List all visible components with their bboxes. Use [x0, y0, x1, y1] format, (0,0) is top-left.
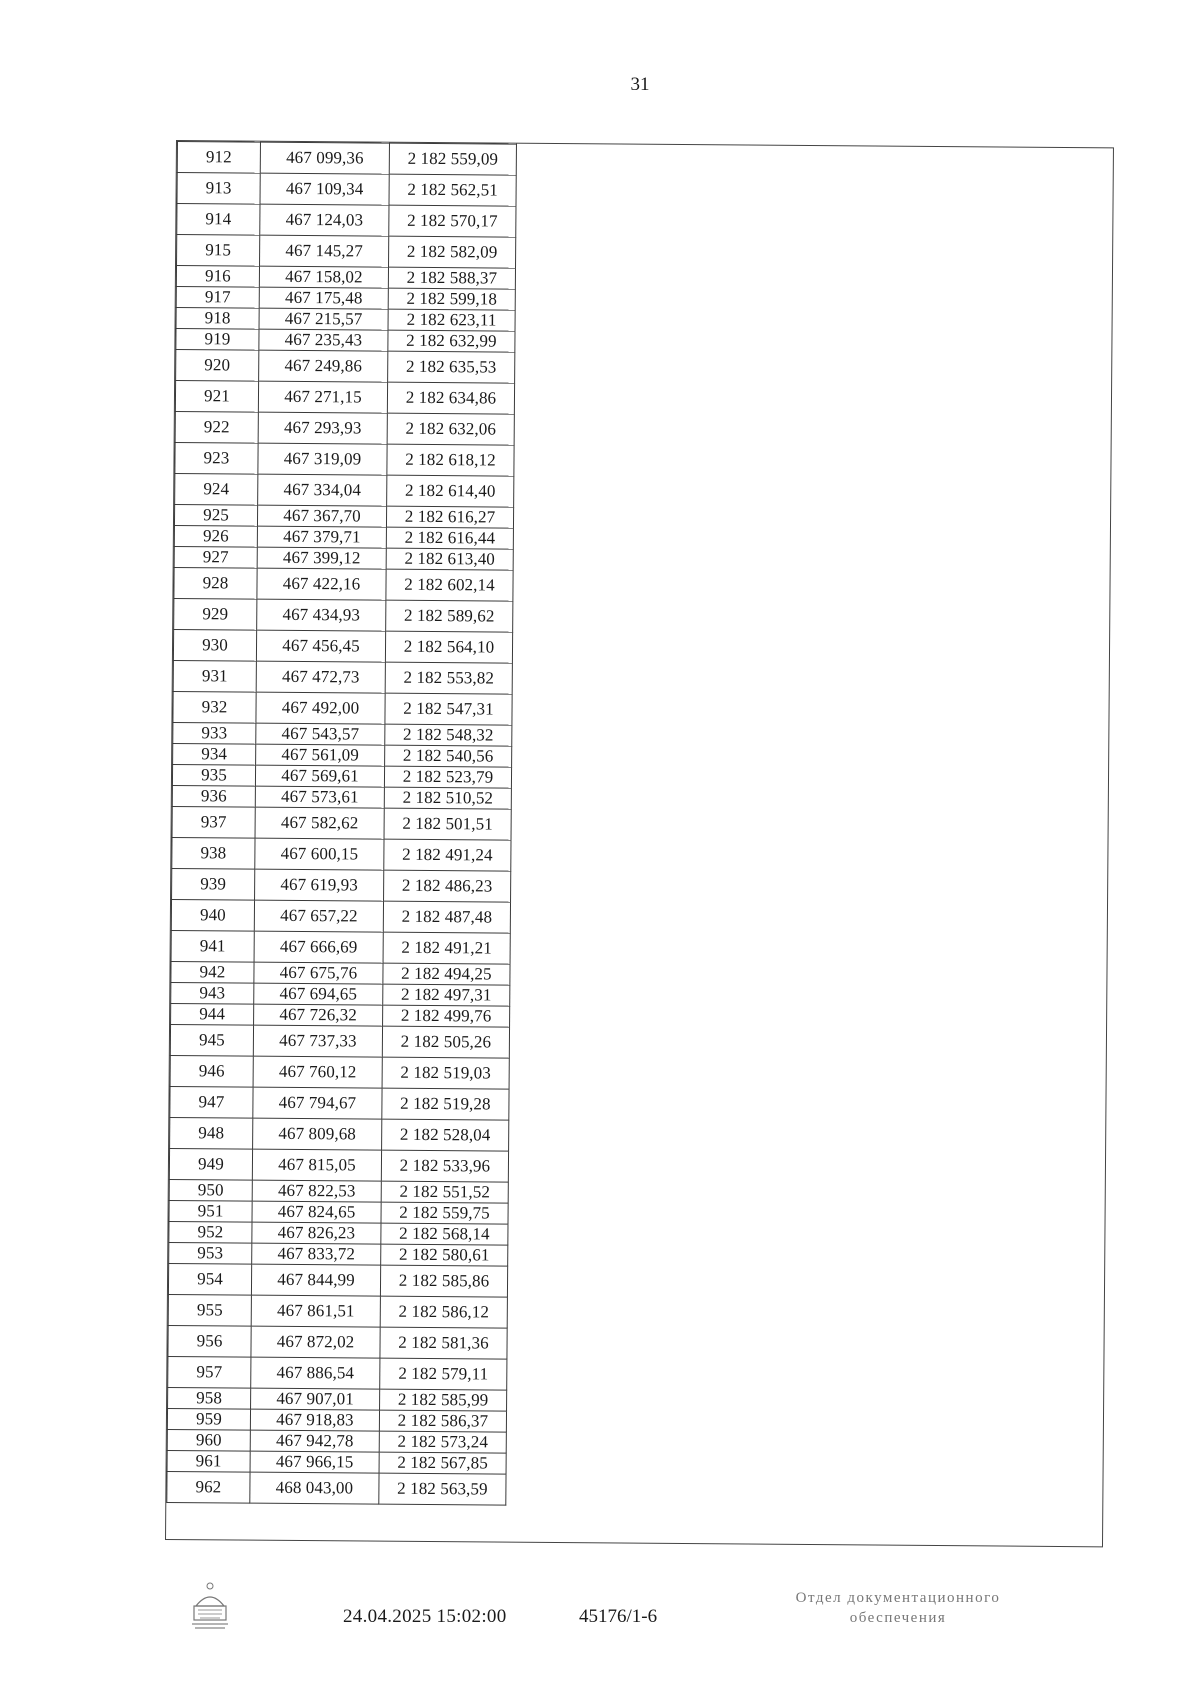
x-coordinate-cell: 468 043,00 — [250, 1472, 379, 1504]
y-coordinate-cell: 2 182 510,52 — [384, 787, 511, 809]
table-row — [175, 474, 514, 508]
point-number-cell: 940 — [171, 899, 254, 931]
y-coordinate-cell: 2 182 568,14 — [381, 1223, 508, 1245]
y-coordinate-cell: 2 182 567,85 — [379, 1452, 506, 1474]
x-coordinate-cell: 467 666,69 — [254, 931, 383, 963]
point-number-cell: 918 — [176, 308, 259, 330]
table-row — [172, 785, 511, 809]
table-row — [167, 1408, 506, 1432]
point-number-cell: 941 — [171, 930, 254, 962]
table-row — [168, 1356, 507, 1390]
point-number-cell: 948 — [170, 1117, 253, 1149]
x-coordinate-cell: 467 918,83 — [250, 1409, 379, 1431]
y-coordinate-cell: 2 182 486,23 — [384, 870, 511, 902]
x-coordinate-cell: 467 826,23 — [252, 1222, 381, 1244]
y-coordinate-cell: 2 182 613,40 — [386, 548, 513, 570]
x-coordinate-cell: 467 249,86 — [259, 350, 388, 382]
x-coordinate-cell: 467 492,00 — [256, 692, 385, 724]
department-stamp — [748, 1588, 1048, 1628]
point-number-cell: 915 — [177, 235, 260, 267]
point-number-cell: 934 — [173, 743, 256, 765]
y-coordinate-cell: 2 182 632,99 — [388, 330, 515, 352]
footer-timestamp: 24.04.2025 15:02:00 — [343, 1606, 507, 1627]
table-row — [177, 235, 516, 269]
table-row — [171, 1003, 510, 1027]
point-number-cell: 925 — [174, 505, 257, 527]
table-row — [174, 546, 513, 570]
table-row — [169, 1200, 508, 1224]
point-number-cell: 926 — [174, 525, 257, 547]
point-number-cell: 912 — [177, 142, 260, 174]
table-row — [176, 329, 515, 353]
x-coordinate-cell: 467 379,71 — [257, 526, 386, 548]
y-coordinate-cell: 2 182 548,32 — [385, 724, 512, 746]
y-coordinate-cell: 2 182 599,18 — [388, 288, 515, 310]
x-coordinate-cell: 467 109,34 — [260, 173, 389, 205]
table-row — [169, 1242, 508, 1266]
y-coordinate-cell: 2 182 540,56 — [385, 745, 512, 767]
x-coordinate-cell: 467 600,15 — [255, 838, 384, 870]
x-coordinate-cell: 467 942,78 — [250, 1430, 379, 1452]
y-coordinate-cell: 2 182 580,61 — [381, 1244, 508, 1266]
y-coordinate-cell: 2 182 551,52 — [381, 1181, 508, 1203]
stamp-line-1: Отдел документационного — [795, 1590, 1001, 1606]
point-number-cell: 952 — [169, 1221, 252, 1243]
y-coordinate-cell: 2 182 573,24 — [379, 1431, 506, 1453]
y-coordinate-cell: 2 182 614,40 — [387, 475, 514, 507]
table-row — [177, 173, 516, 207]
table-row — [176, 266, 515, 290]
x-coordinate-cell: 467 833,72 — [252, 1243, 381, 1265]
x-coordinate-cell: 467 573,61 — [255, 786, 384, 808]
y-coordinate-cell: 2 182 523,79 — [384, 766, 511, 788]
point-number-cell: 953 — [169, 1242, 252, 1264]
point-number-cell: 937 — [172, 806, 255, 838]
x-coordinate-cell: 467 794,67 — [253, 1087, 382, 1119]
x-coordinate-cell: 467 319,09 — [258, 443, 387, 475]
y-coordinate-cell: 2 182 491,24 — [384, 839, 511, 871]
point-number-cell: 917 — [176, 287, 259, 309]
table-row — [168, 1294, 507, 1328]
point-number-cell: 933 — [173, 722, 256, 744]
point-number-cell: 922 — [175, 412, 258, 444]
y-coordinate-cell: 2 182 497,31 — [383, 984, 510, 1006]
table-row — [169, 1221, 508, 1245]
point-number-cell: 956 — [168, 1325, 251, 1357]
x-coordinate-cell: 467 822,53 — [252, 1180, 381, 1202]
y-coordinate-cell: 2 182 563,59 — [379, 1473, 506, 1505]
x-coordinate-cell: 467 737,33 — [253, 1025, 382, 1057]
y-coordinate-cell: 2 182 494,25 — [383, 963, 510, 985]
x-coordinate-cell: 467 399,12 — [257, 547, 386, 569]
point-number-cell: 943 — [171, 982, 254, 1004]
x-coordinate-cell: 467 293,93 — [258, 412, 387, 444]
point-number-cell: 961 — [167, 1450, 250, 1472]
y-coordinate-cell: 2 182 501,51 — [384, 808, 511, 840]
point-number-cell: 929 — [174, 598, 257, 630]
y-coordinate-cell: 2 182 499,76 — [383, 1005, 510, 1027]
coordinates-table — [166, 141, 517, 1506]
point-number-cell: 920 — [176, 350, 259, 382]
x-coordinate-cell: 467 824,65 — [252, 1201, 381, 1223]
x-coordinate-cell: 467 726,32 — [254, 1004, 383, 1026]
y-coordinate-cell: 2 182 581,36 — [380, 1327, 507, 1359]
x-coordinate-cell: 467 561,09 — [256, 744, 385, 766]
x-coordinate-cell: 467 235,43 — [259, 329, 388, 351]
point-number-cell: 916 — [176, 266, 259, 288]
table-row — [170, 1086, 509, 1120]
point-number-cell: 932 — [173, 691, 256, 723]
y-coordinate-cell: 2 182 585,86 — [380, 1265, 507, 1297]
y-coordinate-cell: 2 182 586,12 — [380, 1296, 507, 1328]
x-coordinate-cell: 467 543,57 — [256, 723, 385, 745]
point-number-cell: 950 — [169, 1179, 252, 1201]
y-coordinate-cell: 2 182 562,51 — [389, 174, 516, 206]
point-number-cell: 930 — [173, 629, 256, 661]
emblem-icon — [186, 1580, 234, 1632]
y-coordinate-cell: 2 182 553,82 — [385, 662, 512, 694]
table-row — [172, 764, 511, 788]
x-coordinate-cell: 467 886,54 — [251, 1357, 380, 1389]
y-coordinate-cell: 2 182 635,53 — [388, 351, 515, 383]
table-row — [171, 961, 510, 985]
x-coordinate-cell: 467 569,61 — [255, 765, 384, 787]
table-row — [170, 1024, 509, 1058]
x-coordinate-cell: 467 657,22 — [254, 900, 383, 932]
point-number-cell: 959 — [167, 1408, 250, 1430]
table-row — [174, 525, 513, 549]
table-row — [167, 1471, 506, 1505]
point-number-cell: 955 — [168, 1294, 251, 1326]
y-coordinate-cell: 2 182 559,09 — [389, 143, 516, 175]
table-row — [170, 1055, 509, 1089]
x-coordinate-cell: 467 334,04 — [258, 474, 387, 506]
x-coordinate-cell: 467 907,01 — [251, 1388, 380, 1410]
x-coordinate-cell: 467 434,93 — [257, 599, 386, 631]
table-row — [168, 1387, 507, 1411]
x-coordinate-cell: 467 844,99 — [251, 1264, 380, 1296]
x-coordinate-cell: 467 271,15 — [258, 381, 387, 413]
y-coordinate-cell: 2 182 618,12 — [387, 444, 514, 476]
x-coordinate-cell: 467 124,03 — [260, 204, 389, 236]
x-coordinate-cell: 467 582,62 — [255, 807, 384, 839]
y-coordinate-cell: 2 182 559,75 — [381, 1202, 508, 1224]
y-coordinate-cell: 2 182 528,04 — [382, 1119, 509, 1151]
point-number-cell: 936 — [172, 785, 255, 807]
table-row — [174, 567, 513, 601]
point-number-cell: 951 — [169, 1200, 252, 1222]
point-number-cell: 935 — [172, 764, 255, 786]
table-row — [177, 142, 516, 176]
table-row — [167, 1429, 506, 1453]
table-row — [168, 1263, 507, 1297]
x-coordinate-cell: 467 422,16 — [257, 568, 386, 600]
y-coordinate-cell: 2 182 632,06 — [387, 413, 514, 445]
table-row — [169, 1148, 508, 1182]
y-coordinate-cell: 2 182 519,03 — [382, 1057, 509, 1089]
y-coordinate-cell: 2 182 533,96 — [381, 1150, 508, 1182]
x-coordinate-cell: 467 456,45 — [256, 630, 385, 662]
point-number-cell: 938 — [172, 837, 255, 869]
table-row — [173, 629, 512, 663]
y-coordinate-cell: 2 182 505,26 — [382, 1026, 509, 1058]
table-row — [177, 204, 516, 238]
x-coordinate-cell: 467 815,05 — [252, 1149, 381, 1181]
point-number-cell: 944 — [171, 1003, 254, 1025]
x-coordinate-cell: 467 861,51 — [251, 1295, 380, 1327]
y-coordinate-cell: 2 182 634,86 — [387, 382, 514, 414]
y-coordinate-cell: 2 182 564,10 — [385, 631, 512, 663]
table-row — [175, 381, 514, 415]
table-row — [173, 743, 512, 767]
y-coordinate-cell: 2 182 579,11 — [380, 1358, 507, 1390]
point-number-cell: 939 — [172, 868, 255, 900]
x-coordinate-cell: 467 966,15 — [250, 1451, 379, 1473]
table-row — [172, 837, 511, 871]
point-number-cell: 927 — [174, 546, 257, 568]
y-coordinate-cell: 2 182 491,21 — [383, 932, 510, 964]
x-coordinate-cell: 467 809,68 — [253, 1118, 382, 1150]
point-number-cell: 924 — [175, 474, 258, 506]
table-row — [173, 691, 512, 725]
y-coordinate-cell: 2 182 582,09 — [389, 236, 516, 268]
y-coordinate-cell: 2 182 588,37 — [388, 267, 515, 289]
table-row — [171, 982, 510, 1006]
table-row — [171, 930, 510, 964]
x-coordinate-cell: 467 158,02 — [259, 266, 388, 288]
x-coordinate-cell: 467 175,48 — [259, 287, 388, 309]
y-coordinate-cell: 2 182 519,28 — [382, 1088, 509, 1120]
y-coordinate-cell: 2 182 616,27 — [386, 506, 513, 528]
table-row — [176, 287, 515, 311]
x-coordinate-cell: 467 472,73 — [256, 661, 385, 693]
page-number: 31 — [630, 74, 650, 95]
point-number-cell: 913 — [177, 173, 260, 205]
y-coordinate-cell: 2 182 570,17 — [389, 205, 516, 237]
x-coordinate-cell: 467 145,27 — [260, 235, 389, 267]
x-coordinate-cell: 467 619,93 — [255, 869, 384, 901]
x-coordinate-cell: 467 760,12 — [253, 1056, 382, 1088]
point-number-cell: 923 — [175, 443, 258, 475]
y-coordinate-cell: 2 182 585,99 — [380, 1389, 507, 1411]
y-coordinate-cell: 2 182 487,48 — [383, 901, 510, 933]
point-number-cell: 954 — [168, 1263, 251, 1295]
point-number-cell: 946 — [170, 1055, 253, 1087]
point-number-cell: 921 — [175, 381, 258, 413]
table-row — [176, 308, 515, 332]
table-row — [174, 505, 513, 529]
table-row — [176, 350, 515, 384]
point-number-cell: 958 — [168, 1387, 251, 1409]
point-number-cell: 947 — [170, 1086, 253, 1118]
table-row — [171, 899, 510, 933]
point-number-cell: 962 — [167, 1471, 250, 1503]
x-coordinate-cell: 467 694,65 — [254, 983, 383, 1005]
table-row — [173, 660, 512, 694]
table-row — [172, 868, 511, 902]
table-row — [174, 598, 513, 632]
table-row — [175, 412, 514, 446]
point-number-cell: 919 — [176, 329, 259, 351]
x-coordinate-cell: 467 099,36 — [260, 142, 389, 174]
point-number-cell: 949 — [169, 1148, 252, 1180]
x-coordinate-cell: 467 872,02 — [251, 1326, 380, 1358]
table-row — [169, 1179, 508, 1203]
table-row — [173, 722, 512, 746]
table-row — [175, 443, 514, 477]
y-coordinate-cell: 2 182 623,11 — [388, 309, 515, 331]
table-row — [170, 1117, 509, 1151]
document-frame — [165, 140, 1114, 1547]
point-number-cell: 942 — [171, 961, 254, 983]
y-coordinate-cell: 2 182 589,62 — [386, 600, 513, 632]
point-number-cell: 914 — [177, 204, 260, 236]
x-coordinate-cell: 467 367,70 — [257, 505, 386, 527]
point-number-cell: 928 — [174, 567, 257, 599]
y-coordinate-cell: 2 182 586,37 — [379, 1410, 506, 1432]
point-number-cell: 945 — [170, 1024, 253, 1056]
table-row — [167, 1450, 506, 1474]
point-number-cell: 931 — [173, 660, 256, 692]
y-coordinate-cell: 2 182 602,14 — [386, 569, 513, 601]
footer-reg-number: 45176/1-6 — [579, 1606, 658, 1627]
y-coordinate-cell: 2 182 616,44 — [386, 527, 513, 549]
x-coordinate-cell: 467 675,76 — [254, 962, 383, 984]
point-number-cell: 957 — [168, 1356, 251, 1388]
table-row — [172, 806, 511, 840]
point-number-cell: 960 — [167, 1429, 250, 1451]
table-row — [168, 1325, 507, 1359]
x-coordinate-cell: 467 215,57 — [259, 308, 388, 330]
y-coordinate-cell: 2 182 547,31 — [385, 693, 512, 725]
stamp-line-2: обеспечения — [849, 1610, 947, 1626]
